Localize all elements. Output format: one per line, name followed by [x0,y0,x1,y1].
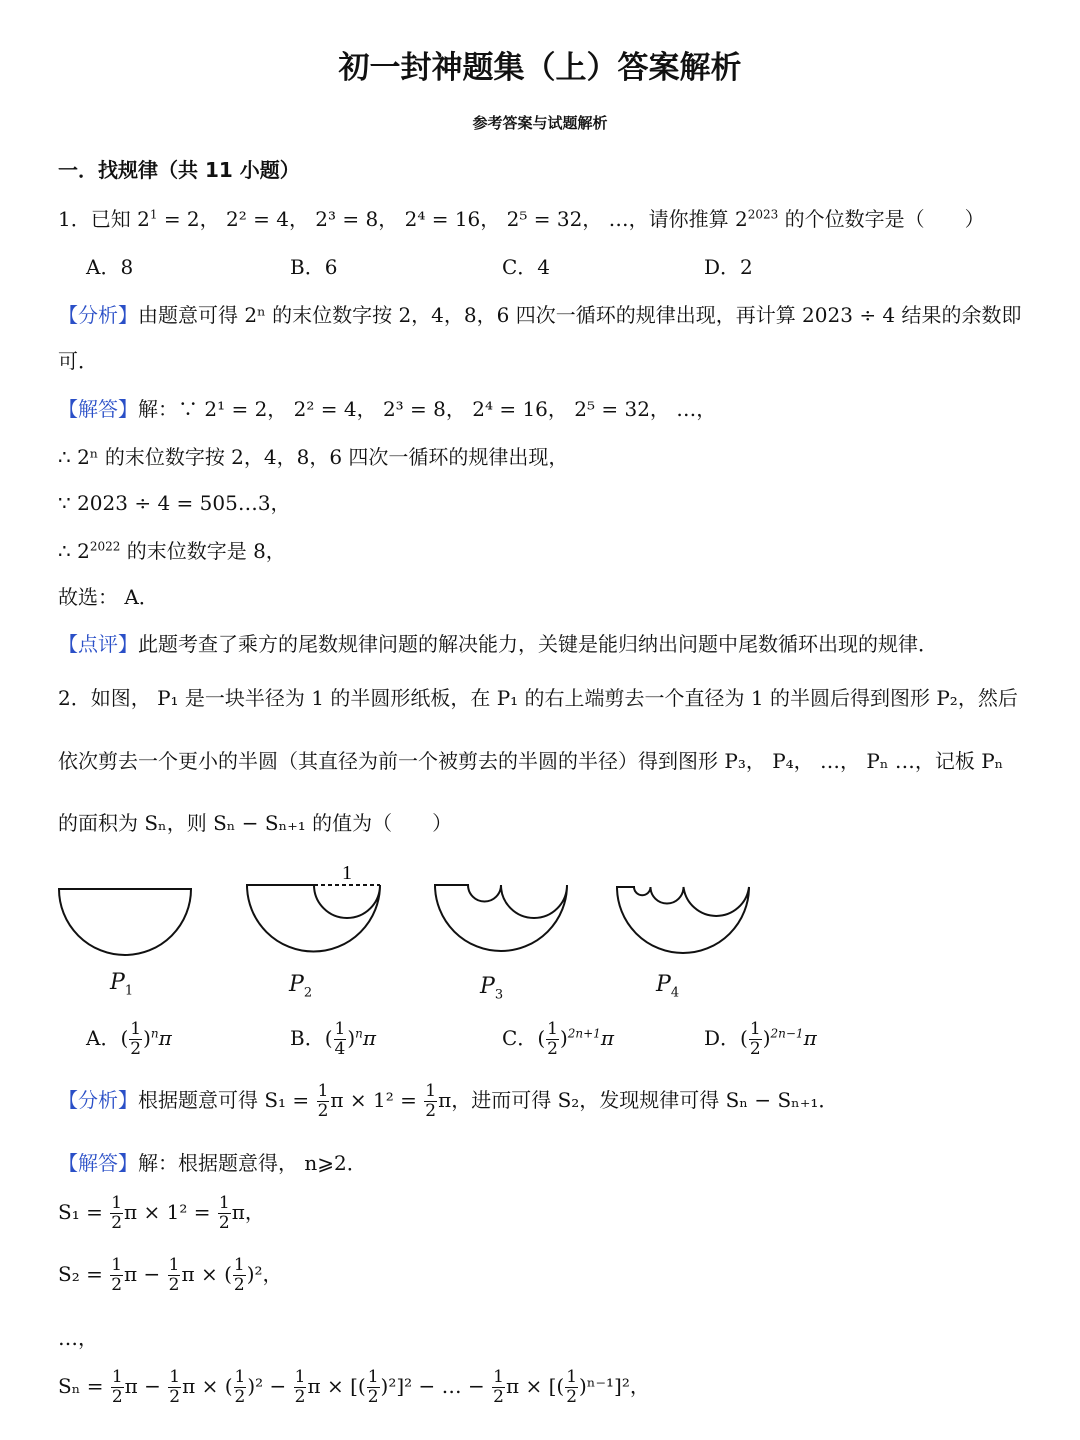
q1-option-a: A．8 [86,255,134,279]
q1-stem [58,203,985,232]
q1-powers: = 2， 2² = 4， 2³ = 8， 2⁴ = 16， 2⁵ = 32， … [163,207,629,231]
q1-solution-line4-post: 的末位数字是 8， [120,539,286,563]
figure-label-p4: $P_4$ [656,972,680,1001]
q1-stem-start: 1．已知 2 [58,207,150,231]
q1-solution-line2: ∴ 2ⁿ 的末位数字按 2，4，8，6 四次一循环的规律出现， [58,445,569,469]
figure-label-p2: $P_2$ [289,972,313,1001]
page-title: 初一封神题集（上）答案解析 [338,50,742,86]
q1-solution-line4-exp: 2022 [89,539,121,554]
q1-choice: 故选： A． [58,585,159,609]
figure-p4 [617,887,749,953]
q2-stem-line3: 的面积为 Sₙ，则 Sₙ − Sₙ₊₁ 的值为（ ） [58,811,453,835]
q2-option-a: A．( $\frac{1}{2}$ )$^n$π [86,1019,172,1059]
q1-stem-sup: 1 [149,207,158,222]
q1-comment [58,628,938,657]
figure-p2 [247,885,380,952]
q2-sn-formula: Sₙ = $\frac{1}{2}$ π − $\frac{1}{2}$ π × ( $\frac{1}{2}$ )² − $\frac{1}{2}$ π × [( $\frac{1}{2}$ )²]² − … − $\frac{1}{2}$ π × [( $\frac{1}{2}$ )ⁿ⁻¹]²， [58,1367,650,1407]
q2-stem-line1: 2．如图， P₁ 是一块半径为 1 的半圆形纸板，在 P₁ 的右上端剪去一个直径为 1 的半圆后得到图形 P₂，然后 [58,686,1018,710]
q1-option-d: D．2 [704,255,753,279]
figure-p3 [435,885,567,951]
q1-solution-line3: ∵ 2023 ÷ 4 = 505…3， [58,491,291,515]
semicircle-figures [55,860,775,970]
figure-label-p1: $P_1$ [110,970,134,999]
q2-analysis: 【分析】根据题意可得 S₁ = $\frac{1}{2}$ π × 1² = $\frac{1}{2}$ π，进而可得 S₂，发现规律可得 Sₙ − Sₙ₊₁． [58,1081,839,1121]
q1-analysis-cont: 可． [58,349,98,373]
q1-analysis-text: 由题意可得 2ⁿ 的末位数字按 2，4，8，6 四次一循环的规律出现，再计算 2023 ÷ 4 结果的余数即 [138,303,1022,327]
q1-analysis [58,299,1022,328]
analysis-tag: 【分析】 [58,303,138,327]
q1-comment-text: 此题考查了乘方的尾数规律问题的解决能力，关键是能归纳出问题中尾数循环出现的规律． [138,632,938,656]
q1-option-b: B．6 [290,255,338,279]
page-subtitle: 参考答案与试题解析 [472,114,608,132]
q2-option-c: C．( $\frac{1}{2}$ )$^{2n+1}$π [502,1019,614,1059]
q1-stem-exp: 2023 [747,207,779,222]
q1-solution-line4 [58,535,286,564]
q1-stem-tail: 的个位数字是（ ） [778,207,985,231]
q1-solution-line4-pre: ∴ 2 [58,539,90,563]
figure-p1 [59,889,191,955]
solution-tag: 【解答】 [58,397,138,421]
q2-solution: 【解答】解：根据题意得， n⩾2． [58,1151,367,1175]
q1-option-c: C．4 [502,255,551,279]
figure-p2-diameter-label: 1 [342,862,352,884]
q2-option-d: D．( $\frac{1}{2}$ )$^{2n-1}$π [704,1019,817,1059]
q2-s2-formula: S₂ = $\frac{1}{2}$ π − $\frac{1}{2}$ π × ( $\frac{1}{2}$ )²， [58,1255,283,1295]
q2-option-b: B．( $\frac{1}{4}$ )$^n$π [290,1019,377,1059]
q1-solution-line1: 解：∵ 2¹ = 2， 2² = 4， 2³ = 8， 2⁴ = 16， 2⁵ = 32， …， [138,397,717,421]
q1-stem-end: ，请你推算 2 [628,207,748,231]
q2-stem-line2: 依次剪去一个更小的半圆（其直径为前一个被剪去的半圆的半径）得到图形 P₃， P₄， …， Pₙ …，记板 Pₙ [58,749,1004,773]
q2-s1-formula: S₁ = $\frac{1}{2}$ π × 1² = $\frac{1}{2}$ π， [58,1193,265,1233]
comment-tag: 【点评】 [58,632,138,656]
section-heading: 一．找规律（共 11 小题） [58,158,300,182]
q1-solution [58,393,716,422]
q2-ellipsis: …， [58,1326,98,1350]
figure-label-p3: $P_3$ [480,974,504,1003]
